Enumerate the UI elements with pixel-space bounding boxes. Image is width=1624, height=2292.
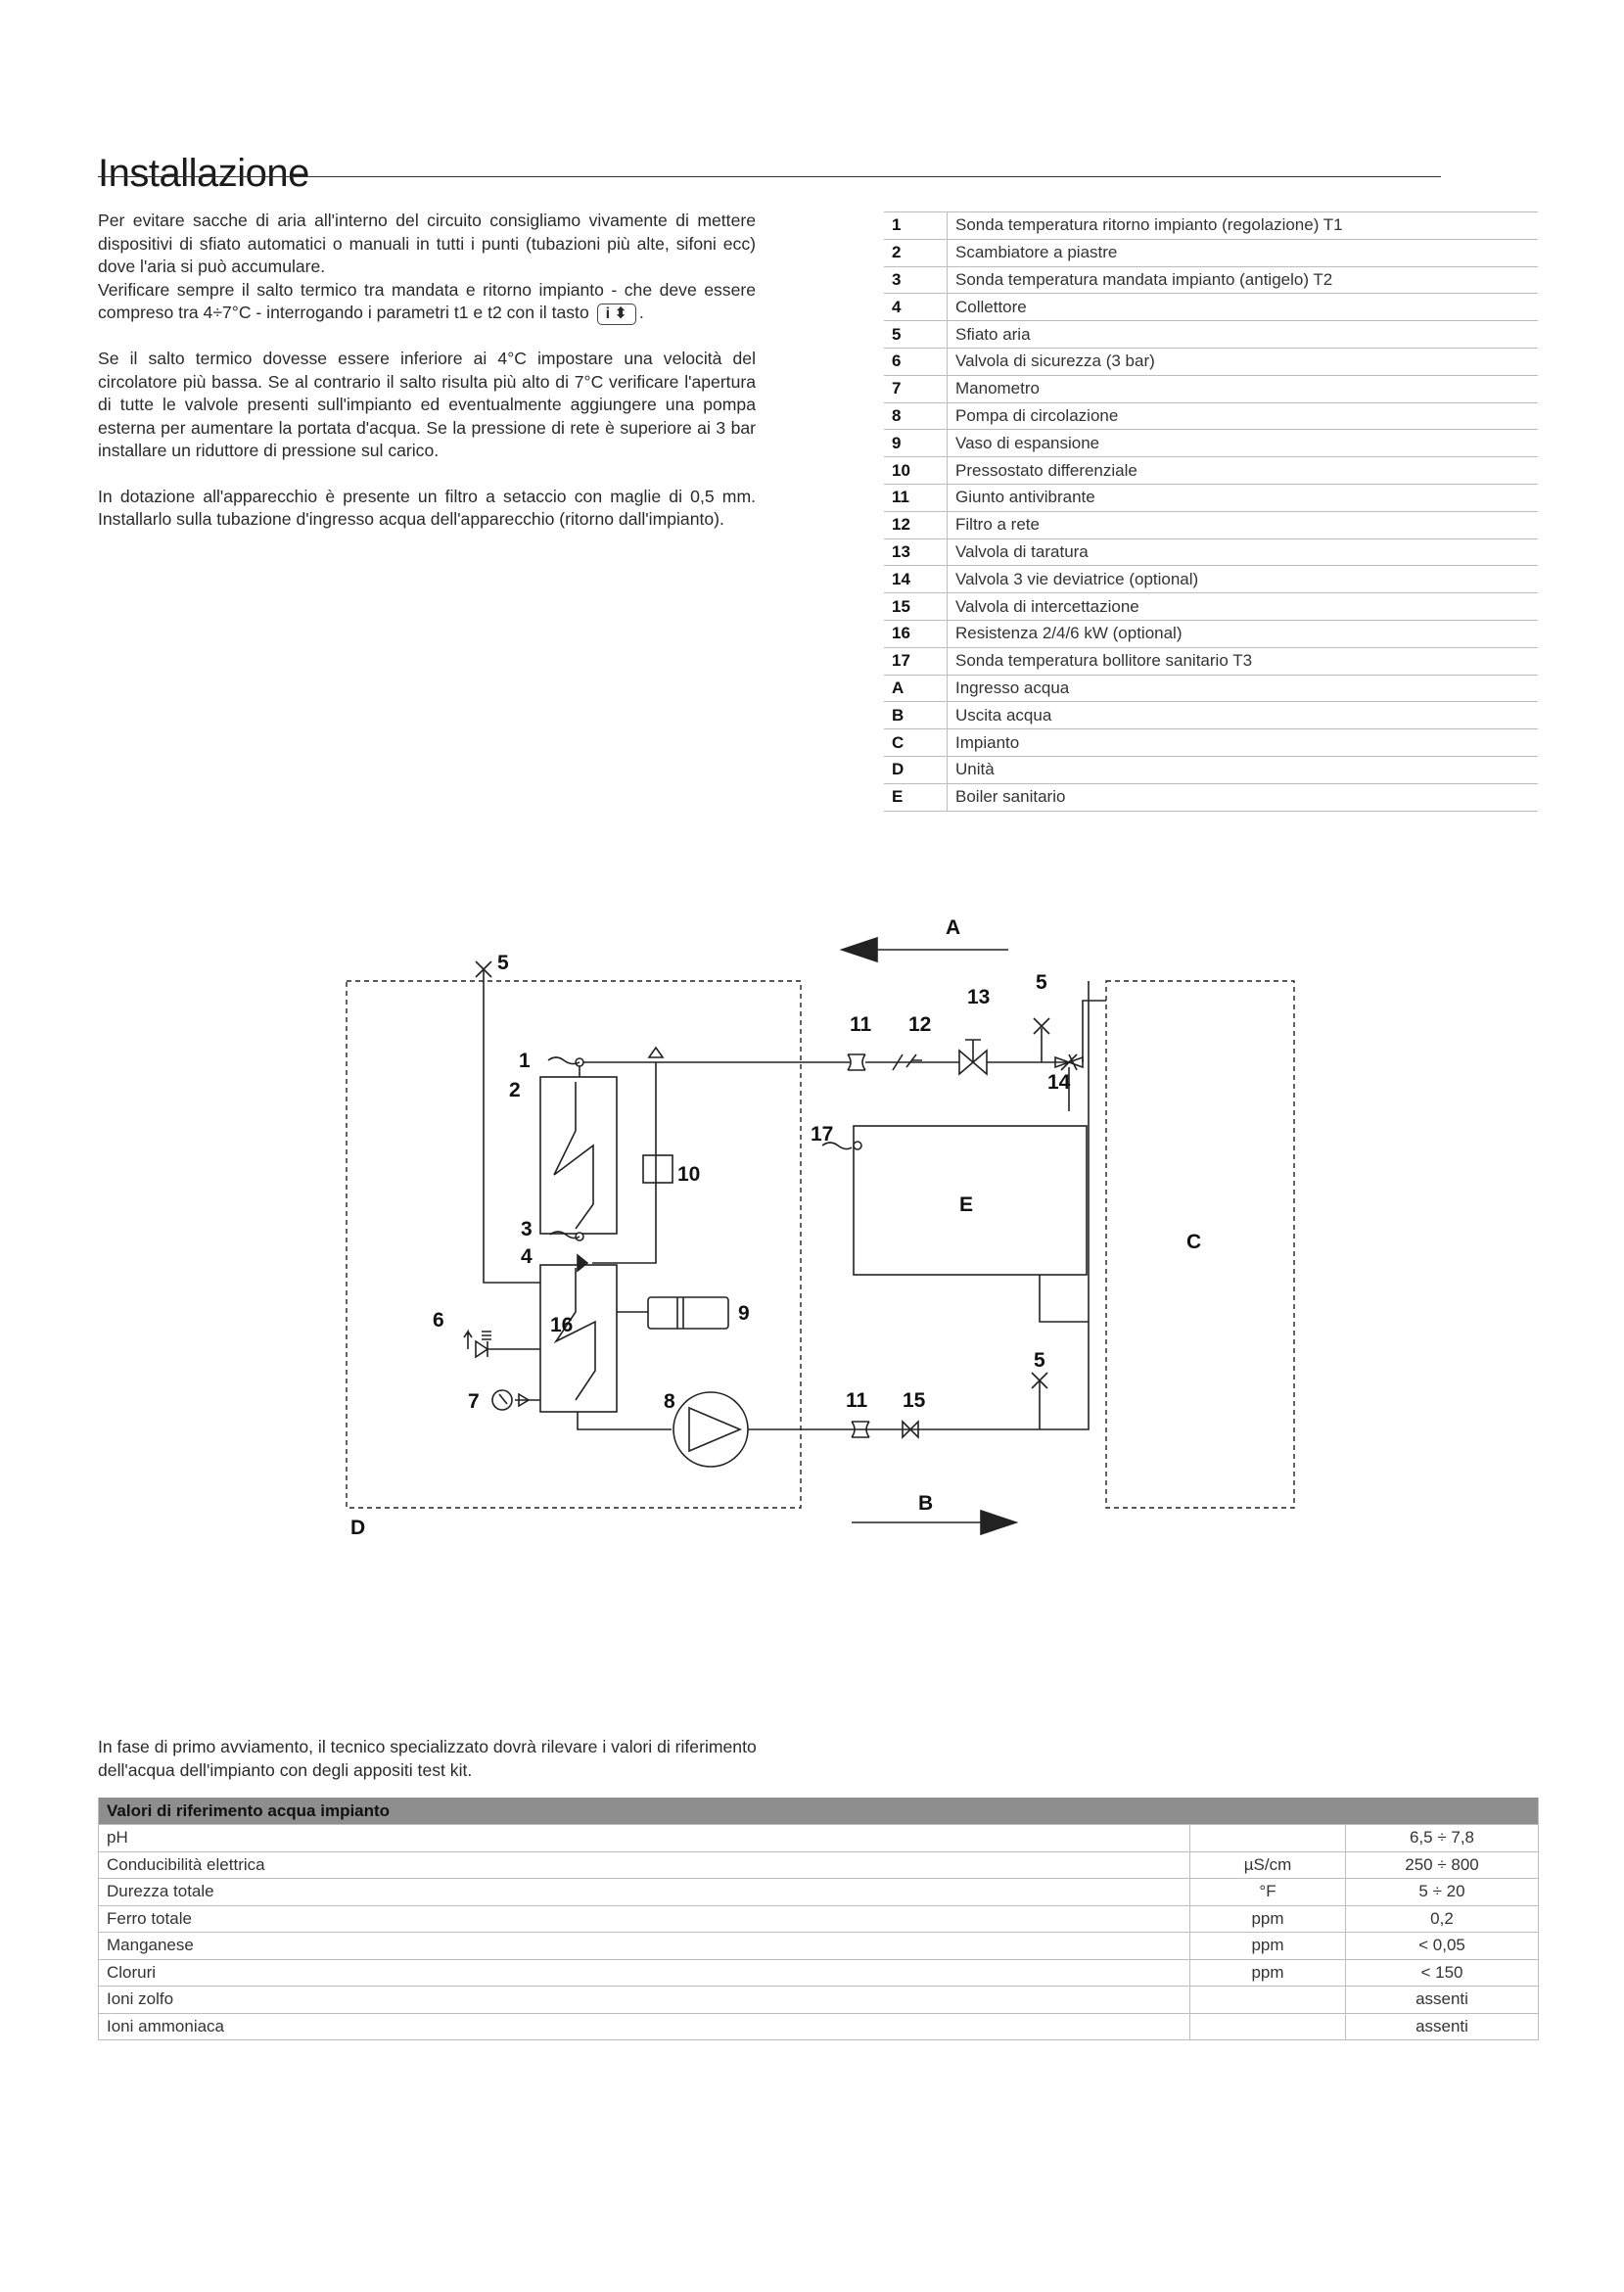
water-unit: ppm: [1190, 1933, 1346, 1960]
legend-label: Pompa di circolazione: [948, 402, 1539, 430]
boiler-lower-pipe: [1040, 1275, 1089, 1322]
label-2: 2: [509, 1079, 521, 1101]
legend-row: [884, 675, 1538, 702]
legend-label: Sonda temperatura bollitore sanitario T3: [948, 647, 1539, 675]
legend-key: B: [884, 702, 948, 729]
water-row: [99, 2013, 1539, 2040]
label-7: 7: [468, 1390, 480, 1413]
label-12: 12: [908, 1013, 932, 1036]
label-9: 9: [738, 1302, 750, 1325]
water-unit: [1190, 2013, 1346, 2040]
legend-table: [884, 211, 1538, 812]
legend-key: 11: [884, 484, 948, 511]
legend-row: [884, 702, 1538, 729]
safety-valve-icon: [476, 1341, 487, 1357]
legend-key: 1: [884, 212, 948, 240]
legend-label: Filtro a rete: [948, 511, 1539, 538]
vessel-membrane: [677, 1297, 683, 1329]
label-A: A: [946, 916, 961, 939]
label-11b: 11: [846, 1389, 868, 1412]
legend-key: 7: [884, 375, 948, 402]
manometer-needle: [499, 1394, 507, 1404]
label-4: 4: [521, 1245, 533, 1268]
water-row: [99, 1879, 1539, 1906]
label-D: D: [350, 1517, 366, 1539]
label-5c: 5: [1034, 1349, 1045, 1372]
legend-key: 6: [884, 348, 948, 375]
pressostat-box: [643, 1155, 673, 1183]
label-5b: 5: [1036, 971, 1047, 994]
legend-row: [884, 620, 1538, 647]
manometer-icon: [492, 1390, 512, 1410]
info-key-icon: i ⬍: [597, 304, 636, 325]
legend-key: 9: [884, 430, 948, 457]
water-row: [99, 1851, 1539, 1879]
water-table-title: Valori di riferimento acqua impianto: [99, 1798, 1539, 1825]
water-reference-table: [98, 1798, 1539, 2040]
safety-drain: [464, 1332, 472, 1349]
pump-icon: [673, 1392, 748, 1467]
legend-key: 10: [884, 457, 948, 485]
legend-label: Impianto: [948, 729, 1539, 757]
water-unit: ppm: [1190, 1905, 1346, 1933]
pipe-to-c-top: [1083, 1001, 1106, 1062]
legend-row: [884, 647, 1538, 675]
legend-row: [884, 375, 1538, 402]
label-11a: 11: [850, 1013, 872, 1036]
legend-label: Sfiato aria: [948, 321, 1539, 349]
legend-row: [884, 457, 1538, 485]
label-16: 16: [550, 1314, 574, 1336]
legend-label: Sonda temperatura mandata impianto (antigelo) T2: [948, 266, 1539, 294]
water-value: assenti: [1346, 2013, 1539, 2040]
legend-label: Pressostato differenziale: [948, 457, 1539, 485]
water-unit: [1190, 1987, 1346, 2014]
hydraulic-diagram: [323, 911, 1302, 1547]
valve-13-icon: [959, 1040, 987, 1074]
label-14: 14: [1047, 1071, 1071, 1094]
legend-row: [884, 538, 1538, 566]
legend-label: Sonda temperatura ritorno impianto (regolazione) T1: [948, 212, 1539, 240]
intro-p1b: Verificare sempre il salto termico tra mandata e ritorno impianto - che deve essere compreso tra 4÷7°C - interrogando i parametri t1 e t2 con il tasto: [98, 279, 756, 322]
legend-key: 5: [884, 321, 948, 349]
water-row: [99, 1933, 1539, 1960]
joint-11a-icon: [848, 1054, 865, 1070]
arrow-a-head: [842, 938, 877, 961]
label-1: 1: [519, 1050, 531, 1072]
intro-text: [98, 210, 756, 554]
intro-p1: Per evitare sacche di aria all'interno del circuito consigliamo vivamente di mettere dispositivi di sfiato automatici o manuali in tutti i punti (tubazioni più alte, sifoni ecc) dove l'aria si può accumulare.: [98, 210, 756, 276]
probe-1-lead: [548, 1057, 580, 1064]
legend-key: 17: [884, 647, 948, 675]
legend-row: [884, 484, 1538, 511]
legend-key: 12: [884, 511, 948, 538]
legend-row: [884, 294, 1538, 321]
legend-row: [884, 511, 1538, 538]
legend-row: [884, 566, 1538, 593]
intro-paragraph-1: [98, 210, 756, 325]
water-value: 6,5 ÷ 7,8: [1346, 1825, 1539, 1852]
exchanger-zigzag: [554, 1082, 593, 1229]
intro-p1b-end: .: [638, 303, 644, 322]
water-value: 250 ÷ 800: [1346, 1851, 1539, 1879]
legend-label: Scambiatore a piastre: [948, 239, 1539, 266]
water-value: assenti: [1346, 1987, 1539, 2014]
legend-label: Unità: [948, 756, 1539, 783]
legend-label: Resistenza 2/4/6 kW (optional): [948, 620, 1539, 647]
legend-row: [884, 430, 1538, 457]
legend-key: E: [884, 783, 948, 811]
pump-arrow: [689, 1408, 740, 1451]
legend-label: Giunto antivibrante: [948, 484, 1539, 511]
legend-row: [884, 348, 1538, 375]
legend-label: Valvola di taratura: [948, 538, 1539, 566]
water-unit: °F: [1190, 1879, 1346, 1906]
legend-row: [884, 756, 1538, 783]
water-value: 0,2: [1346, 1905, 1539, 1933]
legend-key: 4: [884, 294, 948, 321]
label-3: 3: [521, 1218, 533, 1240]
water-unit: ppm: [1190, 1959, 1346, 1987]
label-8: 8: [664, 1390, 675, 1413]
legend-row: [884, 239, 1538, 266]
plate-exchanger: [540, 1077, 617, 1234]
legend-label: Boiler sanitario: [948, 783, 1539, 811]
water-row: [99, 1987, 1539, 2014]
expansion-vessel: [648, 1297, 728, 1329]
pressostat-arrow: [649, 1048, 663, 1057]
label-13: 13: [967, 986, 991, 1008]
legend-key: 14: [884, 566, 948, 593]
label-B: B: [918, 1492, 934, 1515]
legend-label: Valvola di intercettazione: [948, 593, 1539, 621]
label-17: 17: [811, 1123, 834, 1146]
collector-arrow: [578, 1255, 587, 1271]
water-param: Conducibilità elettrica: [99, 1851, 1190, 1879]
water-row: [99, 1905, 1539, 1933]
water-unit: µS/cm: [1190, 1851, 1346, 1879]
legend-row: [884, 783, 1538, 811]
legend-key: 8: [884, 402, 948, 430]
water-param: Ioni ammoniaca: [99, 2013, 1190, 2040]
legend-key: 15: [884, 593, 948, 621]
label-5a: 5: [497, 952, 509, 974]
water-unit: [1190, 1825, 1346, 1852]
water-param: Durezza totale: [99, 1879, 1190, 1906]
collector: [540, 1265, 617, 1412]
water-param: Ferro totale: [99, 1905, 1190, 1933]
arrow-b-head: [981, 1511, 1016, 1534]
legend-label: Manometro: [948, 375, 1539, 402]
legend-row: [884, 402, 1538, 430]
water-value: < 0,05: [1346, 1933, 1539, 1960]
legend-key: 2: [884, 239, 948, 266]
legend-key: 3: [884, 266, 948, 294]
legend-label: Valvola di sicurezza (3 bar): [948, 348, 1539, 375]
water-row: [99, 1825, 1539, 1852]
water-param: Ioni zolfo: [99, 1987, 1190, 2014]
label-E: E: [959, 1193, 974, 1216]
outro-text: In fase di primo avviamento, il tecnico specializzato dovrà rilevare i valori di riferimento dell'acqua dell'impianto con degli appositi test kit.: [98, 1737, 757, 1780]
legend-row: [884, 266, 1538, 294]
safety-valve-spring: [482, 1332, 491, 1339]
supply-top-pipe: [580, 1062, 850, 1077]
legend-row: [884, 593, 1538, 621]
legend-key: 16: [884, 620, 948, 647]
pump-line: [578, 1412, 672, 1429]
label-C: C: [1186, 1231, 1202, 1253]
legend-label: Valvola 3 vie deviatrice (optional): [948, 566, 1539, 593]
unit-box: [347, 981, 801, 1508]
intro-paragraph-2: Se il salto termico dovesse essere inferiore ai 4°C impostare una velocità del circolatore più bassa. Se al contrario il salto risulta più alto di 7°C verificare l'apertura di tutte le valvole presenti sull'impianto ed eventualmente aggiungere una pompa esterna per aumentare la portata d'acqua. Se la pressione di rete è superiore ai 3 bar installare un riduttore di pressione sul carico.: [98, 349, 756, 460]
page-title: Installazione: [98, 151, 309, 195]
water-param: Manganese: [99, 1933, 1190, 1960]
legend-row: [884, 212, 1538, 240]
legend-key: C: [884, 729, 948, 757]
label-15: 15: [903, 1389, 926, 1412]
title-divider: [98, 176, 1441, 177]
water-param: pH: [99, 1825, 1190, 1852]
intro-paragraph-3: In dotazione all'apparecchio è presente un filtro a setaccio con maglie di 0,5 mm. Installarlo sulla tubazione d'ingresso acqua dell'apparecchio (ritorno dall'impianto).: [98, 486, 756, 529]
water-param: Cloruri: [99, 1959, 1190, 1987]
label-6: 6: [433, 1309, 444, 1332]
legend-row: [884, 729, 1538, 757]
legend-label: Collettore: [948, 294, 1539, 321]
legend-key: D: [884, 756, 948, 783]
legend-label: Ingresso acqua: [948, 675, 1539, 702]
water-value: < 150: [1346, 1959, 1539, 1987]
probe-17-icon: [854, 1142, 861, 1149]
legend-label: Uscita acqua: [948, 702, 1539, 729]
label-10: 10: [677, 1163, 701, 1186]
legend-label: Vaso di espansione: [948, 430, 1539, 457]
legend-row: [884, 321, 1538, 349]
water-value: 5 ÷ 20: [1346, 1879, 1539, 1906]
water-row: [99, 1959, 1539, 1987]
legend-key: 13: [884, 538, 948, 566]
legend-key: A: [884, 675, 948, 702]
